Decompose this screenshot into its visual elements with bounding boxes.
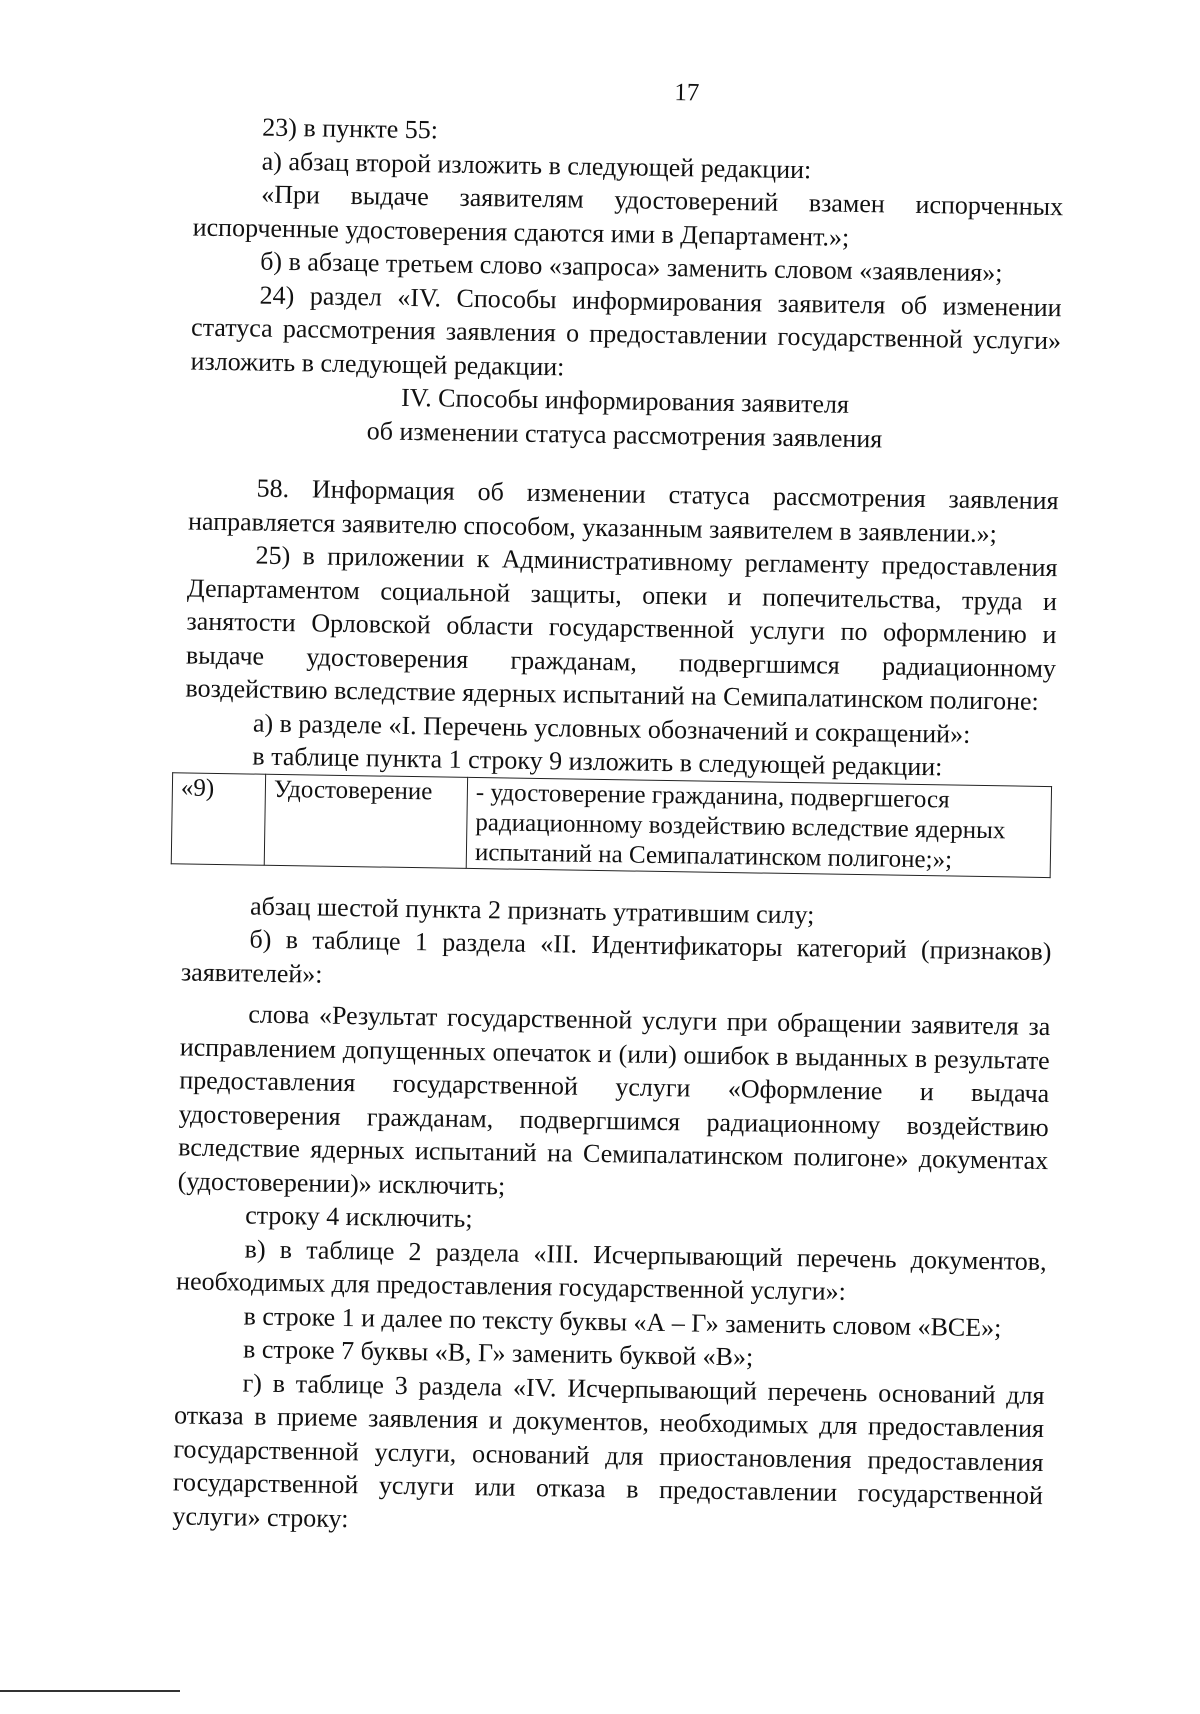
item-23: 23) в пункте 55: (262, 112, 439, 145)
item-23-b: б) в абзаце третьем слово «запроса» заменить словом «заявления»; (259, 246, 1003, 288)
table-row (171, 772, 1051, 877)
page-number: 17 (674, 79, 700, 107)
item-23-a: а) абзац второй изложить в следующей редакции: (261, 146, 812, 184)
item-24: 24) раздел «IV. Способы информирования заявителя об изменении статуса рассмотрения заявления о предоставлении государственной услуги» изложить в следующей редакции: (190, 280, 1062, 381)
table-cell-term: Удостоверение (264, 774, 467, 868)
section-heading-line1: IV. Способы информирования заявителя (400, 382, 850, 419)
abzac-6: абзац шестой пункта 2 признать утратившим силу; (249, 891, 815, 929)
item-v-table2: в) в таблице 2 раздела «III. Исчерпывающий перечень документов, необходимых для предоставления государственной услуги»: (175, 1233, 1047, 1306)
item-b-table1: б) в таблице 1 раздела «II. Идентификаторы категорий (признаков) заявителей»: (180, 924, 1052, 989)
table-cell-number: «9) (171, 772, 265, 864)
scan-edge-mark (0, 1690, 180, 1692)
table-cell-definition: - удостоверение гражданина, подвергшегося радиационному воздействию вследствие ядерных испытаний на Семипалатинском полигоне;»; (466, 777, 1051, 877)
item-58: 58. Информация об изменении статуса рассмотрения заявления направляется заявителю способом, указанным заявителем в заявлении.»; (187, 473, 1059, 548)
item-g-table3: г) в таблице 3 раздела «IV. Исчерпывающий перечень оснований для отказа в приеме заявления и документов, необходимых для предоставления государственной услуги, оснований для приостановления предоставления государственной услуги или отказа в предоставлении государственной услуги» строку: (172, 1367, 1045, 1533)
item-23-quote: «При выдаче заявителям удостоверений взамен испорченных испорченные удостоверения сдаются ими в Департамент.»; (192, 179, 1064, 252)
item-25: 25) в приложении к Административному регламенту предоставления Департаментом социальной защиты, опеки и попечительства, труда и занятости Орловской области государственной услуги по оформлению и выдаче удостоверения гражданам, подвергшимся радиационному воздействию вследствие ядерных испытаний на Семипалатинском полигоне: (185, 540, 1058, 716)
definition-table (171, 772, 1052, 878)
document-body (172, 110, 1064, 1546)
item-25-a: а) в разделе «I. Перечень условных обозначений и сокращений»: (252, 708, 971, 749)
row-1: в строке 1 и далее по тексту буквы «А – Г» заменить словом «ВСЕ»; (243, 1300, 1002, 1342)
row-7: в строке 7 буквы «В, Г» заменить буквой «В»; (242, 1334, 754, 1372)
row-4: строку 4 исключить; (244, 1200, 473, 1234)
section-heading-line2: об изменении статуса рассмотрения заявления (366, 415, 883, 453)
words-paragraph: слова «Результат государственной услуги при обращении заявителя за исправлением допущенных опечаток и (или) ошибок в выданных в результате предоставления государственной услуги «Оформление и выдача удостоверения гражданам, подвергшимся радиационному воздействию вследствие ядерных испытаний на Семипалатинском полигоне» документах (удостоверении)» исключить; (177, 999, 1051, 1201)
table-intro: в таблице пункта 1 строку 9 изложить в следующей редакции: (252, 741, 943, 782)
